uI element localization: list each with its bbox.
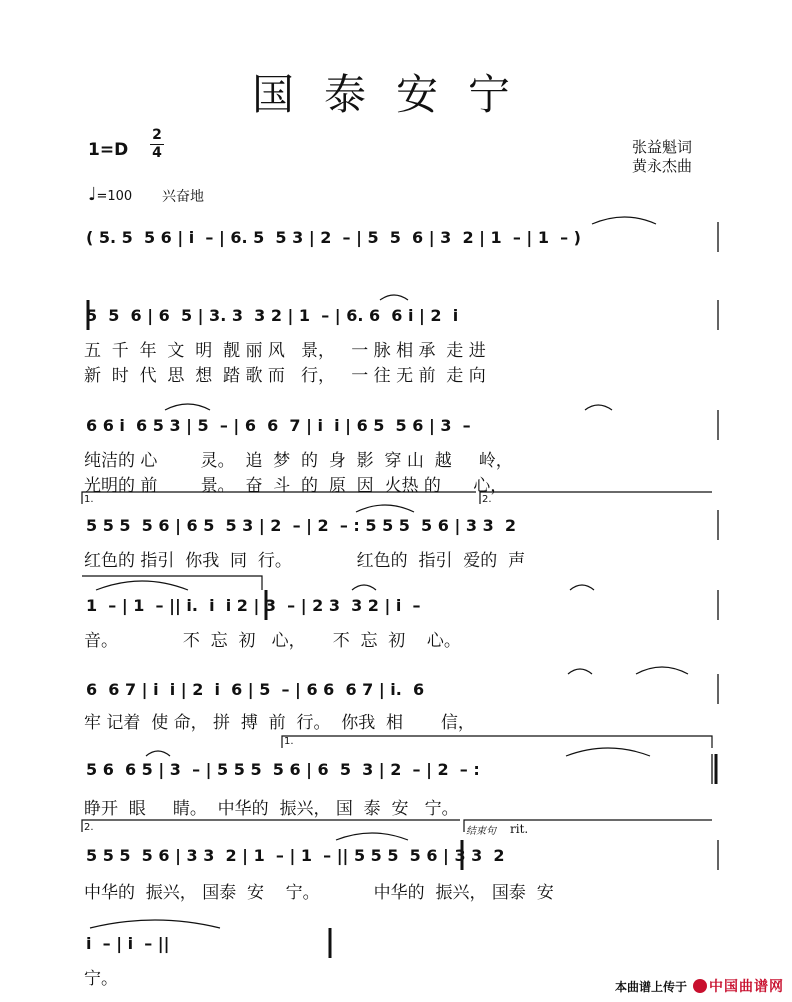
tie-row-8 (90, 920, 220, 928)
lyrics-row-6: 睁开 眼 睛。 中华的 振兴， 国 泰 安 宁。 (84, 799, 459, 819)
ending-bracket (464, 820, 712, 832)
tempo-marking (88, 184, 132, 205)
footer-text: 本曲谱上传于 (614, 979, 687, 994)
ending-label: 结束句 (466, 826, 496, 837)
tie-row-2a (165, 404, 210, 410)
tie-row-7 (336, 833, 408, 840)
time-signature-denominator: 4 (152, 145, 162, 161)
page-title: 国泰安宁 (251, 70, 540, 119)
lyrics-row-5: 牢 记着 使 命， 拼 搏 前 行。 你我 相 信， (84, 713, 475, 733)
lyrics-row-2-verse-1: 纯洁的 心 灵。 追 梦 的 身 影 穿 山 越 岭， (84, 451, 513, 471)
ritardando-marking: rit. (510, 822, 529, 836)
score-row-2: 6 6 i 6 5 3 | 5 – | 6 6 7 | i i | 6 5 5 6 | 3 – (86, 416, 471, 435)
tie-row-2b (585, 405, 612, 410)
volta-1-bracket-b (282, 736, 712, 748)
score-row-4: 1 – | 1 – || i. i i 2 | 3 – | 2 3 3 2 | i – (86, 596, 421, 615)
site-logo[interactable] (693, 976, 784, 996)
tempo-value: =100 (96, 189, 133, 204)
lyrics-row-1-verse-2: 新 时 代 思 想 踏 歌 而 行， 一 往 无 前 走 向 (84, 366, 486, 386)
lyricist: 张益魁词 (632, 138, 693, 156)
lyrics-row-2-verse-2: 光明的 前 景。 奋 斗 的 原 因 火热 的 心， (84, 476, 508, 496)
volta-2-bracket (480, 492, 712, 504)
tie-row-4c (570, 585, 594, 590)
site-logo-text: 中国曲谱网 (709, 979, 784, 995)
tie-row-3 (356, 505, 414, 512)
tie-row-1 (380, 295, 408, 300)
score-row-8: i – | i – || (86, 934, 170, 953)
site-logo-icon (693, 979, 707, 993)
score-row-3: 5 5 5 5 6 | 6 5 5 3 | 2 – | 2 – : 5 5 5 5 6 | 3 3 2 (86, 516, 516, 535)
lyrics-row-4: 音。 不 忘 初 心， 不 忘 初 心。 (84, 631, 461, 651)
score-row-6: 5 6 6 5 | 3 – | 5 5 5 5 6 | 6 5 3 | 2 – | 2 – : (86, 760, 480, 779)
score-row-5: 6 6 7 | i i | 2 i 6 | 5 – | 6 6 6 7 | i. 6 (86, 680, 425, 699)
score-row-7: 5 5 5 5 6 | 3 3 2 | 1 – | 1 – || 5 5 5 5 6 | 3 3 2 (86, 846, 505, 865)
lyrics-row-3: 红色的 指引 你我 同 行。 红色的 指引 爱的 声 (84, 551, 526, 571)
time-signature (150, 128, 164, 161)
volta-1-label-b: 1. (284, 736, 294, 747)
lyrics-row-1-verse-1: 五 千 年 文 明 靓 丽 风 景， 一 脉 相 承 走 进 (84, 341, 486, 361)
score-row-1: 5 5 6 | 6 5 | 3. 3 3 2 | 1 – | 6. 6 6 i | 2 i (86, 306, 459, 325)
volta-2-label-b: 2. (84, 822, 94, 833)
volta-1-bracket-end (82, 576, 262, 590)
tie-row-4b (352, 585, 376, 590)
volta-1-label: 1. (84, 494, 94, 505)
volta-2-bracket-b (82, 820, 460, 832)
quarter-note-icon: ♩ (88, 184, 97, 205)
tie-row-5a (568, 669, 592, 674)
volta-2-label: 2. (482, 494, 492, 505)
composer: 黄永杰曲 (632, 157, 693, 175)
tie-row-5b (636, 667, 688, 674)
expression-marking: 兴奋地 (162, 189, 204, 205)
time-signature-numerator: 2 (152, 127, 162, 143)
lyrics-row-8: 宁。 (84, 969, 118, 989)
tie-row-0 (592, 217, 656, 224)
tie-row-6a (146, 751, 170, 756)
key-signature: 1=D (88, 140, 129, 160)
score-row-0: ( 5. 5 5 6 | i – | 6. 5 5 3 | 2 – | 5 5 6 | 3 2 | 1 – | 1 – ) (86, 228, 581, 247)
lyrics-row-7: 中华的 振兴， 国泰 安 宁。 中华的 振兴， 国泰 安 (84, 883, 554, 903)
tie-row-6b (566, 748, 650, 756)
footer (615, 976, 784, 996)
credits (632, 138, 692, 176)
tie-row-4a (96, 581, 188, 590)
